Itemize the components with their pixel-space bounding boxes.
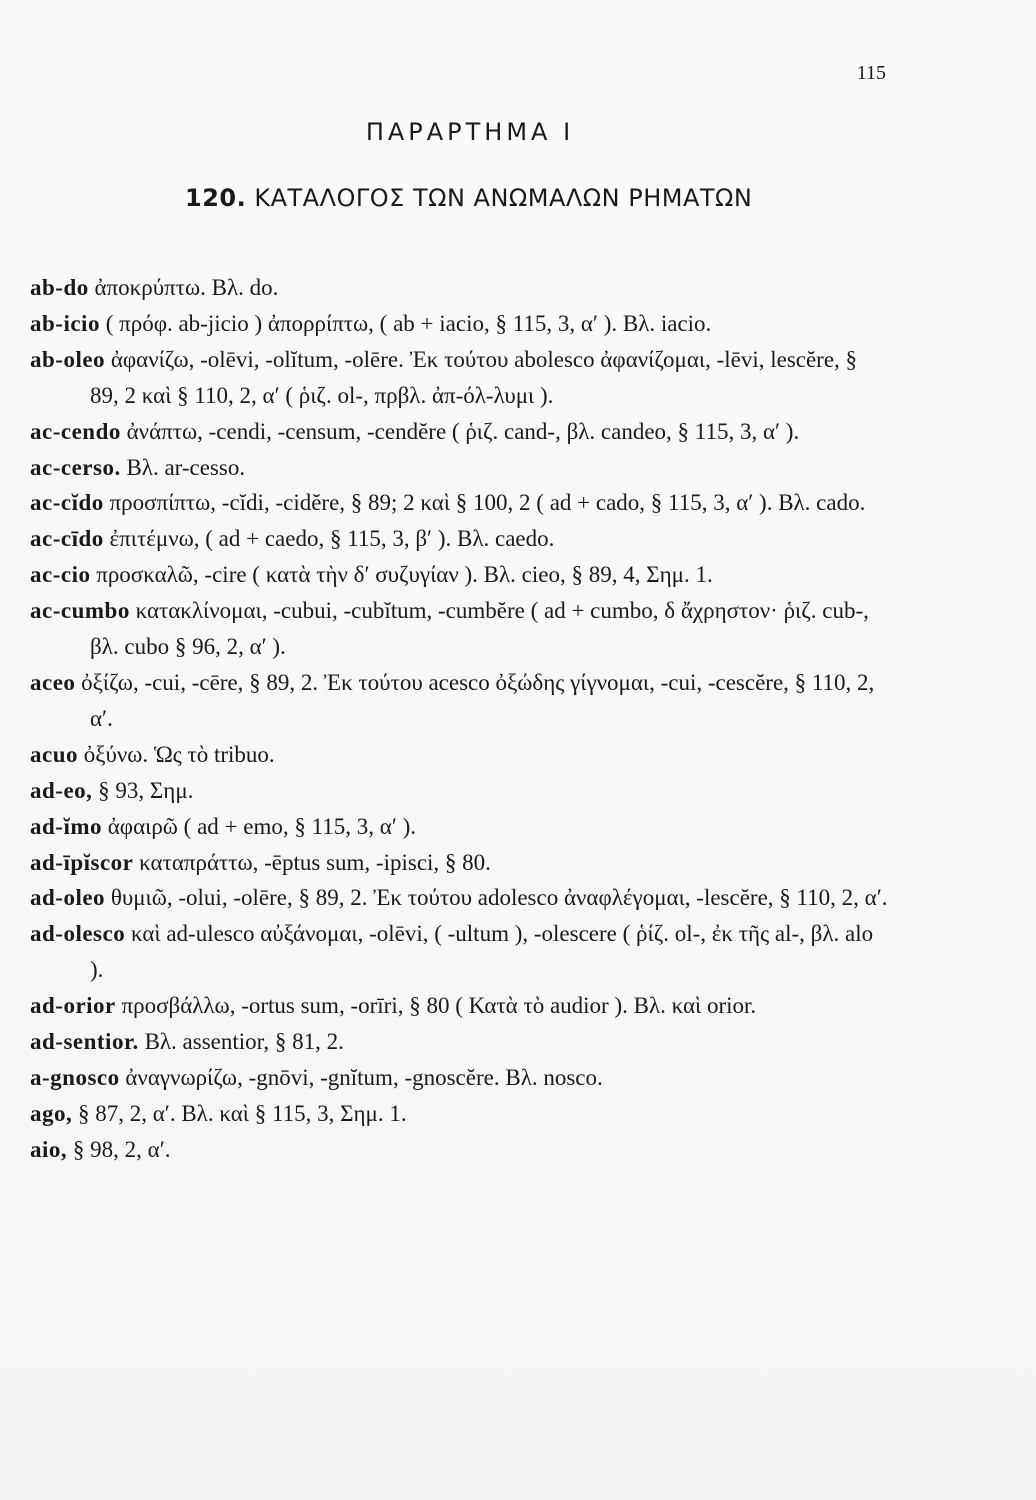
verb-entry <box>30 450 890 486</box>
entry-text: ἀναγνωρίζω, -gnōvi, -gnĭtum, -gnoscĕre. Βλ. nosco. <box>125 1064 603 1090</box>
entry-headword: ab-oleo <box>30 346 106 372</box>
entry-headword: ac-cumbo <box>30 598 130 624</box>
verb-entry <box>30 845 890 881</box>
verb-entry <box>30 414 890 450</box>
chapter-number: 120. <box>185 184 247 212</box>
entry-headword: ad-sentior. <box>30 1029 139 1055</box>
verb-entry <box>30 916 890 988</box>
verb-entry <box>30 557 890 593</box>
verb-entry <box>30 1132 890 1168</box>
entry-text: Βλ. assentior, § 81, 2. <box>144 1029 344 1055</box>
entry-text: ὀξίζω, -cui, -cēre, § 89, 2. Ἐκ τούτου acesco ὀξώδης γίγνομαι, -cui, -cescĕre, § 110, 2, α′. <box>81 669 875 731</box>
page-number: 115 <box>856 62 886 84</box>
entry-headword: ac-cio <box>30 562 91 588</box>
entry-text: καὶ ad-ulesco αὐξάνομαι, -olēvi, ( -ultum ), -olescere ( ῥίζ. ol-, ἐκ τῆς al-, βλ. alo ). <box>90 921 874 983</box>
verb-entry <box>30 485 890 521</box>
entry-headword: ago, <box>30 1100 73 1126</box>
verb-entry <box>30 306 890 342</box>
entry-headword: a-gnosco <box>30 1064 120 1090</box>
entry-headword: ad-eo, <box>30 777 93 803</box>
entry-headword: ac-cĭdo <box>30 490 104 516</box>
chapter-title <box>185 184 752 212</box>
verb-entry <box>30 665 890 737</box>
entry-text: ἀφανίζω, -olēvi, -olĭtum, -olēre. Ἐκ τούτου abolesco ἀφανίζομαι, -lēvi, lescĕre, § 89, 2 καὶ § 110, 2, α′ ( ῥιζ. ol-, πρβλ. ἀπ-όλ-λυμι ). <box>90 346 858 408</box>
entry-text: Βλ. ar-cesso. <box>126 454 246 480</box>
entry-text: θυμιῶ, -olui, -olēre, § 89, 2. Ἐκ τούτου adolesco ἀναφλέγομαι, -lescĕre, § 110, 2, α′. <box>110 885 888 911</box>
verb-list <box>30 270 890 1168</box>
entry-text: ἐπιτέμνω, ( ad + caedo, § 115, 3, β′ ). Βλ. caedo. <box>109 526 555 552</box>
verb-entry <box>30 342 890 414</box>
entry-headword: ab-icio <box>30 310 100 336</box>
verb-entry <box>30 1060 890 1096</box>
verb-entry <box>30 988 890 1024</box>
entry-text: § 87, 2, α′. Βλ. καὶ § 115, 3, Σημ. 1. <box>78 1100 407 1126</box>
entry-text: κατακλίνομαι, -cubui, -cubĭtum, -cumbĕre ( ad + cumbo, δ ἄχρηστον· ῥιζ. cub-, βλ. cubo § 96, 2, α′ ). <box>90 598 869 660</box>
verb-entry <box>30 1024 890 1060</box>
entry-text: προσβάλλω, -ortus sum, -orīri, § 80 ( Κατὰ τὸ audior ). Βλ. καὶ orior. <box>121 993 757 1019</box>
entry-text: § 93, Σημ. <box>98 777 194 803</box>
entry-text: ἀνάπτω, -cendi, -censum, -cendĕre ( ῥιζ. cand-, βλ. candeo, § 115, 3, α′ ). <box>126 418 800 444</box>
entry-headword: ad-ĭmo <box>30 813 102 839</box>
entry-headword: ad-orior <box>30 993 116 1019</box>
verb-entry <box>30 521 890 557</box>
entry-text: προσπίπτω, -cĭdi, -cidĕre, § 89; 2 καὶ § 100, 2 ( ad + cado, § 115, 3, α′ ). Βλ. cado. <box>109 490 866 516</box>
entry-headword: ad-oleo <box>30 885 106 911</box>
entry-text: προσκαλῶ, -cire ( κατὰ τὴν δ′ συζυγίαν ). Βλ. cieo, § 89, 4, Σημ. 1. <box>96 562 713 588</box>
entry-text: ἀποκρύπτω. Βλ. do. <box>94 275 279 300</box>
entry-headword: ad-īpĭscor <box>30 849 134 875</box>
entry-headword: ac-cendo <box>30 418 121 444</box>
verb-entry <box>30 737 890 773</box>
verb-entry <box>30 593 890 665</box>
verb-entry <box>30 880 890 916</box>
chapter-heading: ΚΑΤΑΛΟΓΟΣ ΤΩΝ ΑΝΩΜΑΛΩΝ ΡΗΜΑΤΩΝ <box>254 184 753 212</box>
entry-headword: ac-cīdo <box>30 526 104 552</box>
verb-entry <box>30 773 890 809</box>
section-title: ΠΑΡΑΡΤΗΜΑ Ι <box>365 118 575 146</box>
entry-text: ( πρόφ. ab-jicio ) ἀπορρίπτω, ( ab + iacio, § 115, 3, α′ ). Βλ. iacio. <box>105 310 712 336</box>
verb-entry <box>30 809 890 845</box>
entry-headword: acuo <box>30 741 78 767</box>
verb-entry <box>30 1096 890 1132</box>
entry-headword: aceo <box>30 669 76 695</box>
entry-text: ὀξύνω. Ὡς τὸ tribuo. <box>83 741 275 767</box>
entry-headword: aio, <box>30 1136 68 1162</box>
entry-headword: ad-olesco <box>30 921 126 947</box>
entry-headword: ab-do <box>30 275 89 300</box>
entry-text: καταπράττω, -ēptus sum, -ipisci, § 80. <box>139 849 491 875</box>
verb-entry <box>30 270 890 306</box>
entry-text: ἀφαιρῶ ( ad + emo, § 115, 3, α′ ). <box>107 813 417 839</box>
entry-text: § 98, 2, α′. <box>72 1136 171 1162</box>
entry-headword: ac-cerso. <box>30 454 121 480</box>
